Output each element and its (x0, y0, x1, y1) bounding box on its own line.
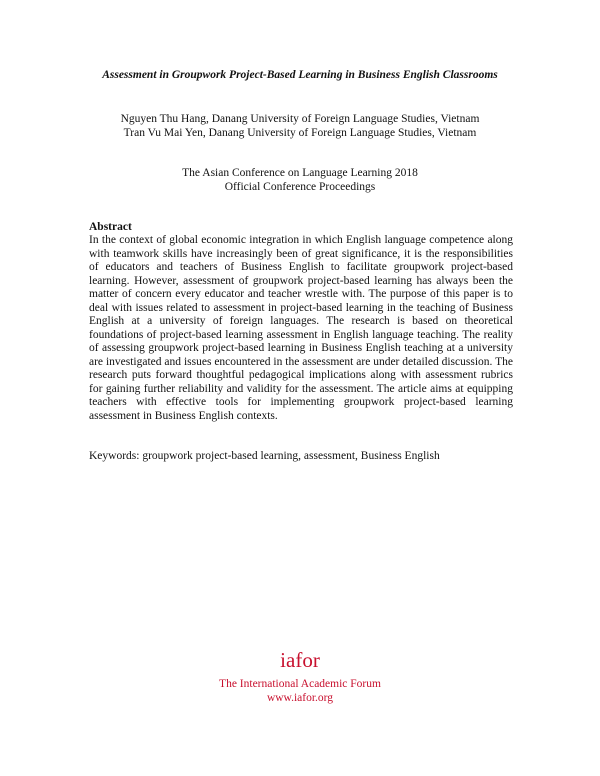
abstract-text: In the context of global economic integration in which English language competence along with teamwork skills have increasingly been of great significance, it is the responsibilities of educators and teachers of Business English to facilitate groupwork project-based learning. However, assessment of groupwork project-based learning has always been the matter of concern every educator and teacher wrestle with. The purpose of this paper is to deal with issues related to assessment in project-based learning in the teaching of Business English at a university of foreign languages. The research is based on theoretical foundations of project-based learning assessment in English language teaching. The reality of assessing groupwork project-based learning in Business English teaching at a university are investigated and issues encountered in the assessment are under detailed discussion. The research puts forward thoughtful pedagogical implications along with assessment rubrics for gaining further reliability and validity for the assessment. The article aims at equipping teachers with effective tools for implementing groupwork project-based learning assessment in Business English contexts. (89, 234, 513, 422)
conference-info (0, 166, 600, 194)
conference-proceedings: Official Conference Proceedings (224, 181, 376, 193)
author-list (0, 112, 600, 140)
iafor-logo: iafor (280, 648, 320, 672)
organization-name: The International Academic Forum (219, 678, 381, 690)
website-link[interactable]: www.iafor.org (266, 692, 334, 704)
author-line: Nguyen Thu Hang, Danang University of Foreign Language Studies, Vietnam (120, 113, 480, 125)
author-line: Tran Vu Mai Yen, Danang University of Foreign Language Studies, Vietnam (123, 127, 477, 139)
conference-name: The Asian Conference on Language Learning 2018 (182, 167, 418, 179)
abstract-heading: Abstract (89, 221, 132, 233)
keywords-line: Keywords: groupwork project-based learning, assessment, Business English (89, 450, 440, 462)
paper-title: Assessment in Groupwork Project-Based Learning in Business English Classrooms (102, 69, 498, 81)
